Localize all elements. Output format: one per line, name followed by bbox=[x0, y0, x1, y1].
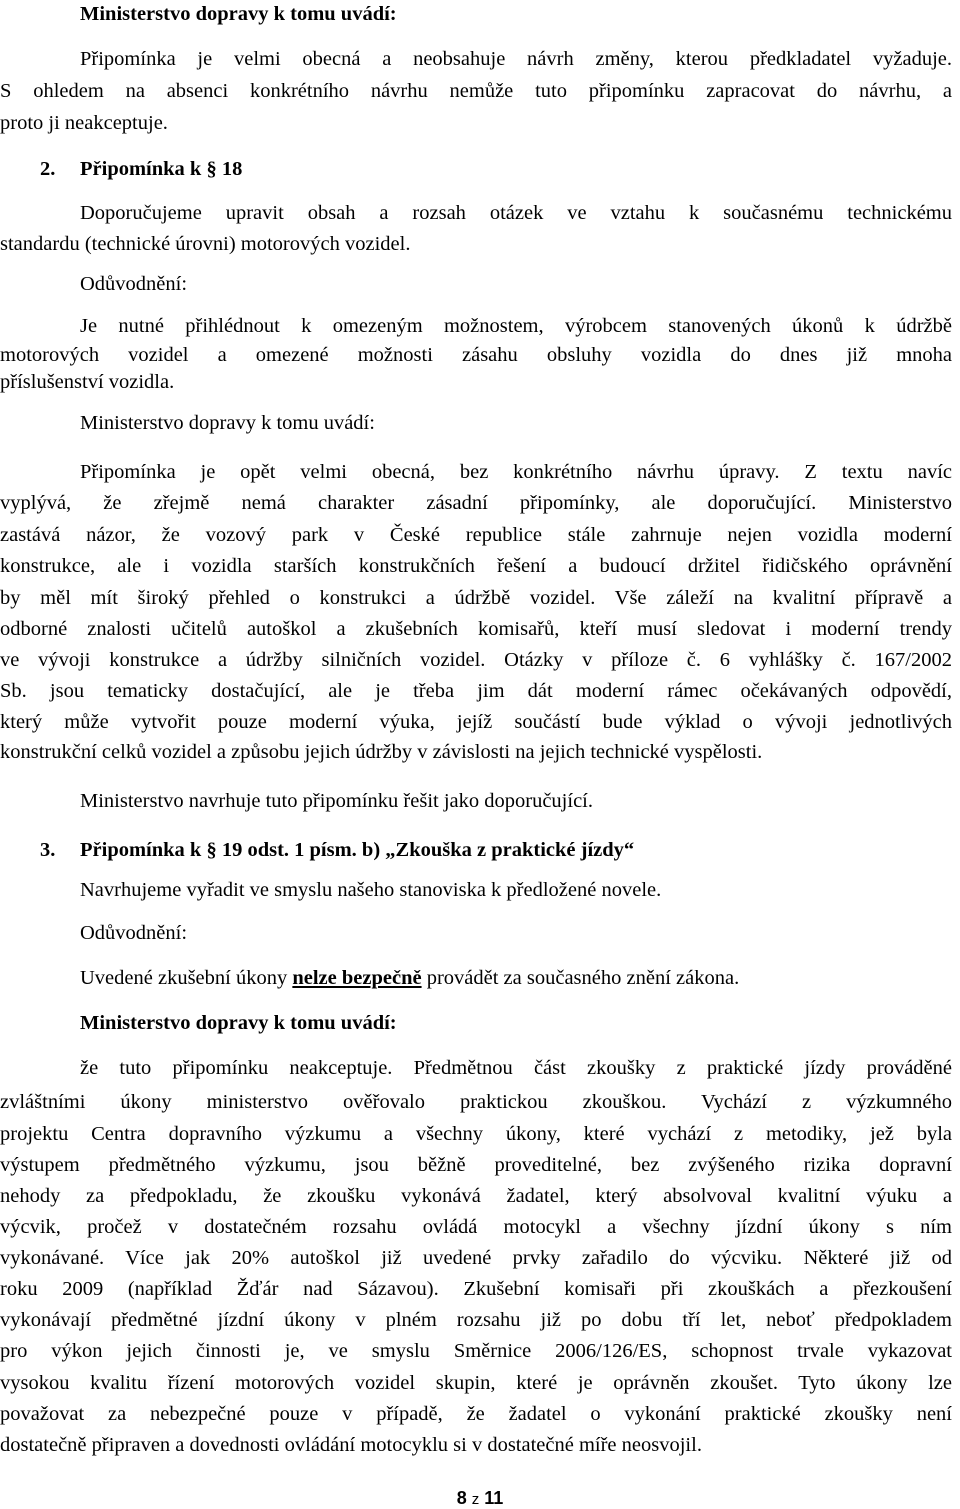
text-line: že tuto připomínku neakceptuje. Předmětnou část zkoušky z praktické jízdy prováděné bbox=[80, 1057, 952, 1079]
text-span: provádět za současného znění zákona. bbox=[421, 967, 740, 989]
text-line: vysokou kvalitu řízení motorových vozidel skupin, které je oprávněn zkoušet. Tyto úkony lze bbox=[0, 1372, 952, 1394]
text-line: Navrhujeme vyřadit ve smyslu našeho stanoviska k předložené novele. bbox=[80, 879, 662, 901]
text-line: Připomínka je opět velmi obecná, bez konkrétního návrhu úpravy. Z textu navíc bbox=[80, 461, 952, 483]
page-number bbox=[0, 1488, 960, 1509]
section-number: 2. bbox=[40, 158, 56, 180]
text-line: vykonávají předmětné jízdní úkony v plném rozsahu již po dobu tří let, neboť předpokladem bbox=[0, 1309, 952, 1331]
reasoning-label: Odůvodnění: bbox=[80, 273, 188, 295]
text-line: Ministerstvo navrhuje tuto připomínku řešit jako doporučující. bbox=[80, 790, 593, 812]
text-line: konstrukce, ale i vozidla starších konstrukčních řešení a budoucí držitel řidičského oprávnění bbox=[0, 555, 952, 577]
ministry-header: Ministerstvo dopravy k tomu uvádí: bbox=[80, 412, 375, 434]
page-total: 11 bbox=[484, 1488, 504, 1508]
text-line: motorových vozidel a omezené možnosti zásahu obsluhy vozidla do dnes již mnoha bbox=[0, 344, 952, 366]
text-line: považovat za nebezpečné pouze v případě, že žadatel o vykonání praktické zkoušky není bbox=[0, 1403, 952, 1425]
emphasis-text: nelze bezpečně bbox=[292, 967, 422, 989]
text-line: Doporučujeme upravit obsah a rozsah otázek ve vztahu k současnému technickému bbox=[80, 202, 952, 224]
text-line bbox=[80, 968, 739, 989]
text-line: zastává názor, že vozový park v České republice stále zahrnuje nejen vozidla moderní bbox=[0, 524, 952, 546]
text-line: Sb. jsou tematicky dostačující, ale je třeba jim dát moderní rámec očekávaných odpovědí, bbox=[0, 680, 952, 702]
text-line: Je nutné přihlédnout k omezeným možnostem, výrobcem stanovených úkonů k údržbě bbox=[80, 315, 952, 337]
text-line: pro výkon jejich činnosti je, ve smyslu Směrnice 2006/126/ES, schopnost trvale vykazovat bbox=[0, 1340, 952, 1362]
text-line: odborné znalosti učitelů autoškol a zkušebních komisařů, kteří musí sledovat i moderní trendy bbox=[0, 618, 952, 640]
text-line: který může vytvořit pouze moderní výuka, jejíž součástí bude výklad o vývoji jednotlivých bbox=[0, 711, 952, 733]
page-current: 8 bbox=[456, 1488, 467, 1508]
text-line: zvláštními úkony ministerstvo ověřovalo praktickou zkouškou. Vychází z výzkumného bbox=[0, 1091, 952, 1113]
text-line: dostatečně připraven a dovednosti ovládání motocyklu si v dostatečné míře neosvojil. bbox=[0, 1434, 702, 1456]
text-line: proto ji neakceptuje. bbox=[0, 112, 168, 134]
section-title: Připomínka k § 18 bbox=[80, 158, 243, 180]
section-number: 3. bbox=[40, 839, 56, 861]
text-line: S ohledem na absenci konkrétního návrhu nemůže tuto připomínku zapracovat do návrhu, a bbox=[0, 80, 952, 102]
text-line: projektu Centra dopravního výzkumu a všechny úkony, které vychází z metodiky, jež byla bbox=[0, 1123, 952, 1145]
text-line: výcvik, pročež v dostatečném rozsahu ovládá motocykl a všechny jízdní úkony s ním bbox=[0, 1216, 952, 1238]
text-line: vykonávané. Více jak 20% autoškol již uvedené prvky zařadilo do výcviku. Některé již od bbox=[0, 1247, 952, 1269]
text-line: příslušenství vozidla. bbox=[0, 371, 175, 393]
text-line: nehody za předpokladu, že zkoušku vykonává žadatel, který absolvoval kvalitní výuku a bbox=[0, 1185, 952, 1207]
text-line: standardu (technické úrovni) motorových vozidel. bbox=[0, 233, 411, 255]
ministry-header: Ministerstvo dopravy k tomu uvádí: bbox=[80, 3, 397, 25]
section-title: Připomínka k § 19 odst. 1 písm. b) „Zkouška z praktické jízdy“ bbox=[80, 839, 635, 861]
text-line: konstrukční celků vozidel a způsobu jejich údržby v závislosti na jejich technické vyspělosti. bbox=[0, 741, 763, 763]
text-line: by měl mít široký přehled o konstrukci a údržbě vozidel. Vše záleží na kvalitní přípravě a bbox=[0, 587, 952, 609]
text-line: roku 2009 (například Žďár nad Sázavou). Zkušební komisaři při zkouškách a přezkoušení bbox=[0, 1278, 952, 1300]
text-line: Připomínka je velmi obecná a neobsahuje návrh změny, kterou předkladatel vyžaduje. bbox=[80, 48, 952, 70]
reasoning-label: Odůvodnění: bbox=[80, 922, 188, 944]
page-separator: z bbox=[471, 1491, 480, 1508]
text-line: výstupem předmětného výzkumu, jsou běžně proveditelné, bez zvýšeného rizika dopravní bbox=[0, 1154, 952, 1176]
ministry-header: Ministerstvo dopravy k tomu uvádí: bbox=[80, 1012, 397, 1034]
text-span: Uvedené zkušební úkony bbox=[80, 967, 293, 989]
text-line: vyplývá, že zřejmě nemá charakter zásadní připomínky, ale doporučující. Ministerstvo bbox=[0, 492, 952, 514]
text-line: ve vývoji konstrukce a údržby silničních vozidel. Otázky v příloze č. 6 vyhlášky č. 167/2002 bbox=[0, 649, 952, 671]
